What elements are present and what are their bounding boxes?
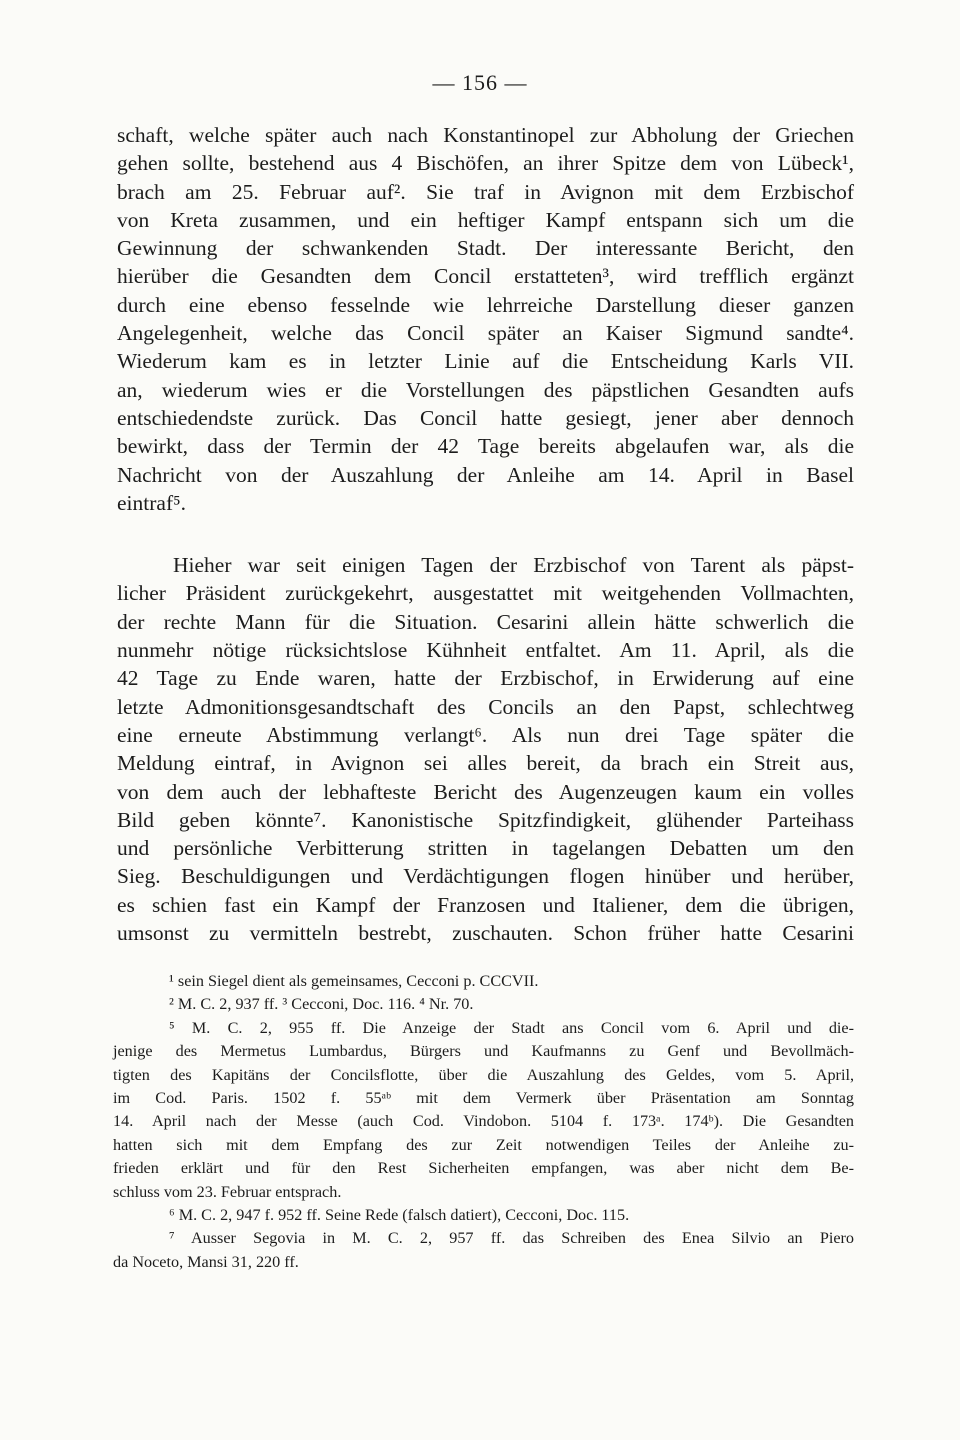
paragraph-spacer bbox=[117, 517, 854, 551]
footnotes bbox=[113, 970, 854, 1274]
footnote-line: da Noceto, Mansi 31, 220 ff. bbox=[113, 1252, 299, 1271]
footnote-line: ⁶ M. C. 2, 947 f. 952 ff. Seine Rede (falsch datiert), Cecconi, Doc. 115. bbox=[169, 1206, 630, 1225]
page-number: — 156 — bbox=[432, 70, 528, 95]
main-text bbox=[117, 121, 854, 947]
text-line: Bild geben könnte⁷. Kanonistische Spitzfindigkeit, glühender Parteihass bbox=[117, 807, 854, 832]
footnote-line: ² M. C. 2, 937 ff. ³ Cecconi, Doc. 116. ⁴ Nr. 70. bbox=[169, 995, 474, 1014]
text-line: 42 Tage zu Ende waren, hatte der Erzbischof, in Erwiderung auf eine bbox=[117, 666, 854, 691]
text-line: es schien fast ein Kampf der Franzosen und Italiener, dem die übrigen, bbox=[117, 892, 854, 917]
footnote-line: frieden erklärt und für den Rest Sicherheiten empfangen, was aber nicht dem Be- bbox=[113, 1159, 854, 1178]
text-line: Wiederum kam es in letzter Linie auf die Entscheidung Karls VII. bbox=[117, 349, 854, 374]
text-line: hierüber die Gesandten dem Concil erstatteten³, wird trefflich ergänzt bbox=[117, 264, 854, 289]
text-line: von Kreta zusammen, und ein heftiger Kampf entspann sich um die bbox=[117, 207, 854, 232]
footnote-line: tigten des Kapitäns der Concilsflotte, über die Auszahlung des Geldes, vom 5. April, bbox=[113, 1065, 854, 1084]
text-line: entschiedendste zurück. Das Concil hatte gesiegt, jener aber dennoch bbox=[117, 405, 854, 430]
footnote-line: hatten sich mit dem Empfang des zur Zeit notwendigen Teiles der Anleihe zu- bbox=[113, 1135, 854, 1154]
text-line: letzte Admonitionsgesandtschaft des Concils an den Papst, schlechtweg bbox=[117, 694, 854, 719]
paragraph-2 bbox=[117, 551, 854, 947]
text-line: Nachricht von der Auszahlung der Anleihe am 14. April in Basel bbox=[117, 462, 854, 487]
text-line: Hieher war seit einigen Tagen der Erzbischof von Tarent als päpst- bbox=[173, 553, 854, 578]
footnote-line: schluss vom 23. Februar entsprach. bbox=[113, 1182, 342, 1201]
footnote-line: ⁵ M. C. 2, 955 ff. Die Anzeige der Stadt ans Concil vom 6. April und die- bbox=[169, 1018, 854, 1037]
footnote-5 bbox=[113, 1017, 854, 1204]
footnote-line: 14. April nach der Messe (auch Cod. Vindobon. 5104 f. 173ᵃ. 174ᵇ). Die Gesandten bbox=[113, 1112, 854, 1131]
text-line: nunmehr nötige rücksichtslose Kühnheit entfaltet. Am 11. April, als die bbox=[117, 638, 854, 663]
text-line: Angelegenheit, welche das Concil später an Kaiser Sigmund sandte⁴. bbox=[117, 321, 854, 346]
text-line: umsonst zu vermitteln bestrebt, zuschauten. Schon früher hatte Cesarini bbox=[117, 921, 854, 946]
footnote-7 bbox=[113, 1227, 854, 1274]
footnote-line: im Cod. Paris. 1502 f. 55ᵃᵇ mit dem Vermerk über Präsentation am Sonntag bbox=[113, 1089, 854, 1108]
text-line: Sieg. Beschuldigungen und Verdächtigungen flogen hinüber und herüber, bbox=[117, 864, 854, 889]
text-line: durch eine ebenso fesselnde wie lehrreiche Darstellung dieser ganzen bbox=[117, 292, 854, 317]
text-line: eine erneute Abstimmung verlangt⁶. Als nun drei Tage später die bbox=[117, 722, 854, 747]
text-line: licher Präsident zurückgekehrt, ausgestattet mit weitgehenden Vollmachten, bbox=[117, 581, 854, 606]
footnote-line: ⁷ Ausser Segovia in M. C. 2, 957 ff. das Schreiben des Enea Silvio an Piero bbox=[169, 1229, 854, 1248]
paragraph-1 bbox=[117, 121, 854, 517]
text-line: Meldung eintraf, in Avignon sei alles bereit, da brach ein Streit aus, bbox=[117, 751, 854, 776]
footnote-2-3-4 bbox=[113, 993, 854, 1016]
footnote-6 bbox=[113, 1204, 854, 1227]
text-line: an, wiederum wies er die Vorstellungen des päpstlichen Gesandten aufs bbox=[117, 377, 854, 402]
text-line: eintraf⁵. bbox=[117, 490, 186, 515]
footnote-line: ¹ sein Siegel dient als gemeinsames, Cecconi p. CCCVII. bbox=[169, 972, 539, 990]
text-line: bewirkt, dass der Termin der 42 Tage bereits abgelaufen war, als die bbox=[117, 434, 854, 459]
text-line: und persönliche Verbitterung stritten in tagelangen Debatten um den bbox=[117, 836, 854, 861]
text-line: gehen sollte, bestehend aus 4 Bischöfen, an ihrer Spitze dem von Lübeck¹, bbox=[117, 151, 854, 176]
text-line: Gewinnung der schwankenden Stadt. Der interessante Bericht, den bbox=[117, 236, 854, 261]
text-line: der rechte Mann für die Situation. Cesarini allein hätte schwerlich die bbox=[117, 609, 854, 634]
text-line: brach am 25. Februar auf². Sie traf in Avignon mit dem Erzbischof bbox=[117, 179, 854, 204]
text-line: schaft, welche später auch nach Konstantinopel zur Abholung der Griechen bbox=[117, 123, 854, 147]
text-line: von dem auch der lebhafteste Bericht des Augenzeugen kaum ein volles bbox=[117, 779, 854, 804]
footnote-line: jenige des Mermetus Lumbardus, Bürgers und Kaufmanns zu Genf und Bevollmäch- bbox=[113, 1042, 854, 1061]
footnote-1 bbox=[113, 970, 854, 993]
